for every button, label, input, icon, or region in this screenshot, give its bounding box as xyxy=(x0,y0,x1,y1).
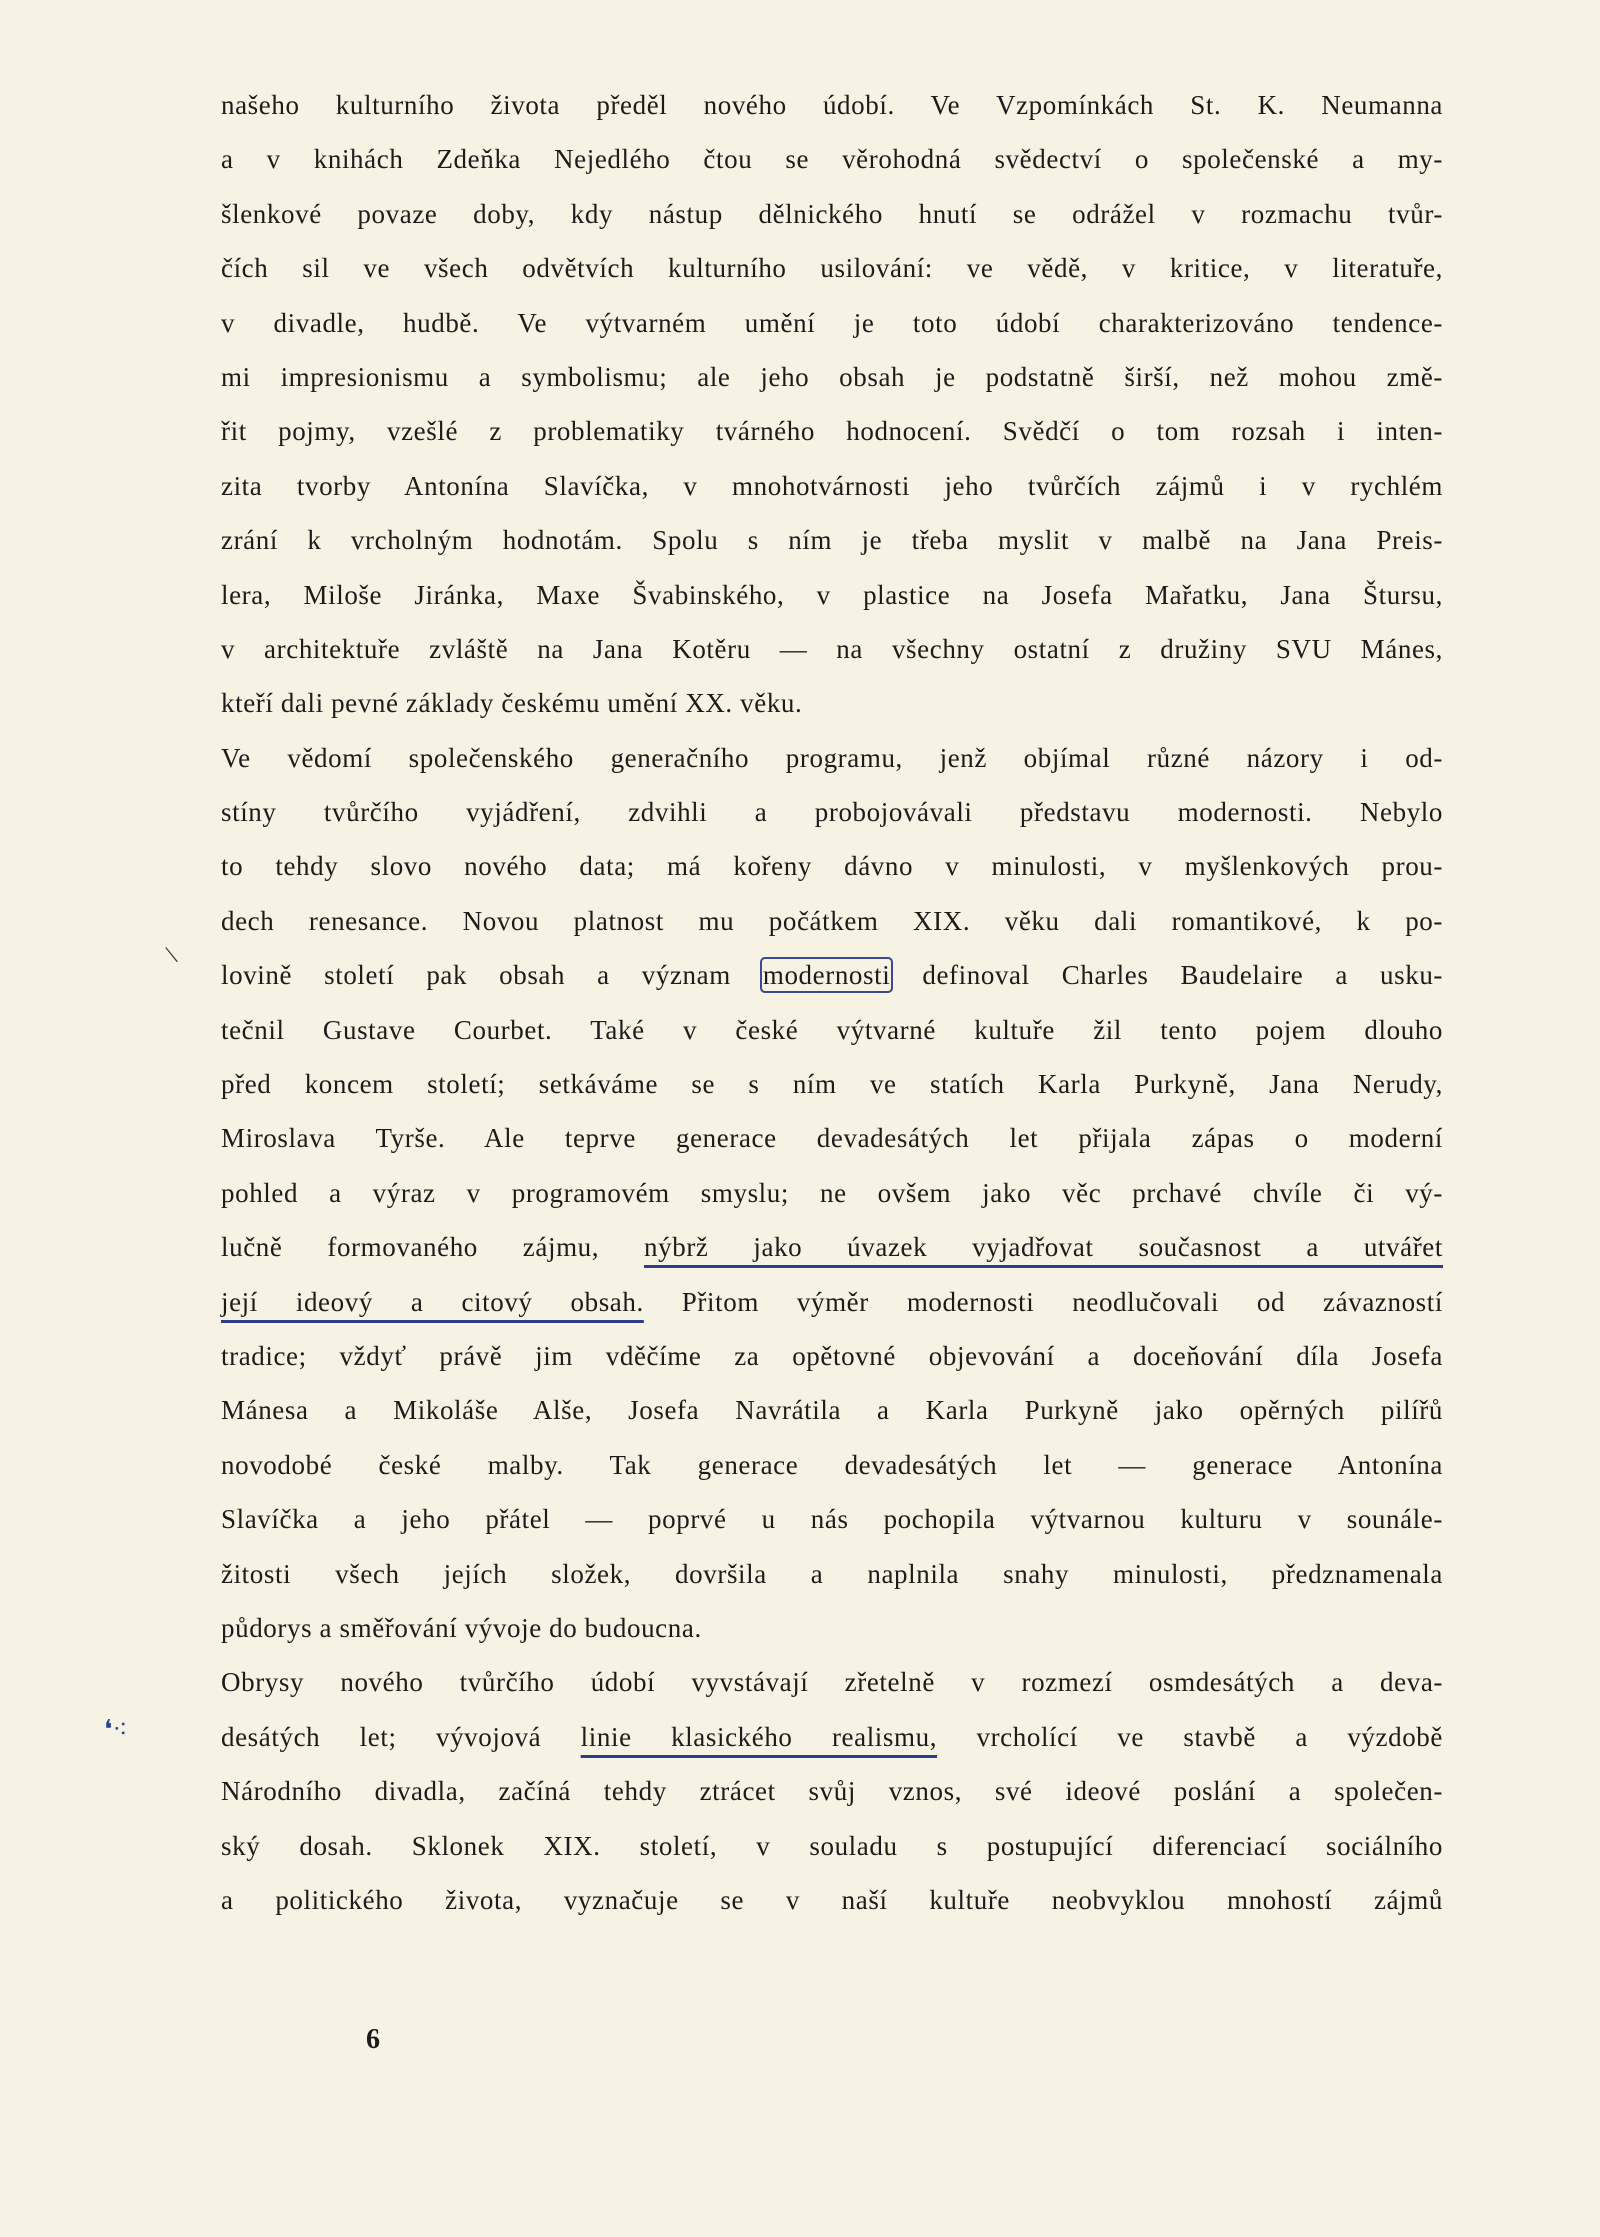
text-line xyxy=(221,1547,1443,1601)
text-line xyxy=(221,948,1443,1002)
pen-underlined-text: její ideový a citový obsah. xyxy=(221,1286,644,1317)
text-line xyxy=(221,1873,1443,1927)
text-segment: kteří dali pevné základy českému umění XX. věku. xyxy=(221,688,803,719)
text-line xyxy=(221,1764,1443,1818)
text-segment: zrání k vrcholným hodnotám. Spolu s ním je třeba myslit v malbě na Jana Preis- xyxy=(221,525,1443,556)
text-segment: Slavíčka a jeho přátel — poprvé u nás pochopila výtvarnou kulturu v sounále- xyxy=(221,1504,1443,1535)
text-line xyxy=(221,241,1443,295)
text-line xyxy=(221,676,1443,730)
text-line xyxy=(221,785,1443,839)
body-text xyxy=(221,78,1443,1927)
text-segment: Mánesa a Mikoláše Alše, Josefa Navrátila a Karla Purkyně jako opěrných pilířů xyxy=(221,1395,1443,1426)
text-segment: Obrysy nového tvůrčího údobí vyvstávají zřetelně v rozmezí osmdesátých a deva- xyxy=(221,1667,1443,1698)
text-segment: pohled a výraz v programovém smyslu; ne ovšem jako věc prchavé chvíle či vý- xyxy=(221,1177,1443,1208)
text-line xyxy=(221,1655,1443,1709)
text-segment: tradice; vždyť právě jim vděčíme za opětovné objevování a doceňování díla Josefa xyxy=(221,1340,1443,1371)
text-line xyxy=(221,1383,1443,1437)
text-segment: lera, Miloše Jiránka, Maxe Švabinského, v plastice na Josefa Mařatku, Jana Štursu, xyxy=(221,579,1443,610)
text-line xyxy=(221,1220,1443,1274)
text-segment: šlenkové povaze doby, kdy nástup dělnického hnutí se odrážel v rozmachu tvůr- xyxy=(221,198,1443,229)
text-line xyxy=(221,622,1443,676)
text-segment: mi impresionismu a symbolismu; ale jeho obsah je podstatně širší, než mohou změ- xyxy=(221,361,1443,392)
text-line xyxy=(221,1710,1443,1764)
text-line xyxy=(221,894,1443,948)
text-segment: definoval Charles Baudelaire a usku- xyxy=(890,960,1444,991)
text-segment: čích sil ve všech odvětvích kulturního usilování: ve vědě, v kritice, v literatuře, xyxy=(221,253,1443,284)
pen-underlined-text: linie klasického realismu, xyxy=(580,1721,938,1752)
text-line xyxy=(221,350,1443,404)
text-segment: řit pojmy, vzešlé z problematiky tvárného hodnocení. Svědčí o tom rozsah i inten- xyxy=(221,416,1443,447)
text-segment: Přitom výměr modernosti neodlučovali od závazností xyxy=(643,1286,1443,1317)
text-segment: našeho kulturního života předěl nového údobí. Ve Vzpomínkách St. K. Neumanna xyxy=(221,90,1443,120)
text-line xyxy=(221,1819,1443,1873)
text-segment: to tehdy slovo nového data; má kořeny dávno v minulosti, v myšlenkových prou- xyxy=(221,851,1443,882)
text-segment: Miroslava Tyrše. Ale teprve generace devadesátých let přijala zápas o moderní xyxy=(221,1123,1443,1154)
text-segment: stíny tvůrčího vyjádření, zdvihli a probojovávali představu modernosti. Nebylo xyxy=(221,797,1443,828)
text-segment: před koncem století; setkáváme se s ním ve statích Karla Purkyně, Jana Nerudy, xyxy=(221,1069,1443,1100)
text-line xyxy=(221,1275,1443,1329)
text-line xyxy=(221,1166,1443,1220)
text-line xyxy=(221,513,1443,567)
text-segment: v architektuře zvláště na Jana Kotěru — na všechny ostatní z družiny SVU Mánes, xyxy=(221,633,1443,664)
text-segment: zita tvorby Antonína Slavíčka, v mnohotvárnosti jeho tvůrčích zájmů i v rychlém xyxy=(221,470,1443,501)
text-line xyxy=(221,132,1443,186)
text-segment: lovině století pak obsah a význam xyxy=(221,960,763,991)
margin-pen-mark: ❛⁖ xyxy=(104,1715,128,1744)
text-segment: ský dosah. Sklonek XIX. století, v souladu s postupující diferenciací sociálního xyxy=(221,1830,1443,1861)
text-line xyxy=(221,568,1443,622)
text-line xyxy=(221,1601,1443,1655)
text-segment: Ve vědomí společenského generačního programu, jenž objímal různé názory i od- xyxy=(221,742,1443,773)
text-segment: tečnil Gustave Courbet. Také v české výtvarné kultuře žil tento pojem dlouho xyxy=(221,1014,1443,1045)
text-segment: lučně formovaného zájmu, xyxy=(221,1232,645,1263)
text-segment: desátých let; vývojová xyxy=(221,1721,581,1752)
text-segment: a politického života, vyznačuje se v naší kultuře neobvyklou mnohostí zájmů xyxy=(221,1884,1443,1915)
text-line xyxy=(221,839,1443,893)
text-segment: vrcholící ve stavbě a výzdobě xyxy=(937,1721,1443,1752)
text-line xyxy=(221,1492,1443,1546)
text-segment: žitosti všech jejích složek, dovršila a naplnila snahy minulosti, předznamenala xyxy=(221,1558,1443,1589)
text-segment: Národního divadla, začíná tehdy ztrácet svůj vznos, své ideové poslání a společen- xyxy=(221,1776,1443,1807)
text-segment: a v knihách Zdeňka Nejedlého čtou se věrohodná svědectví o společenské a my- xyxy=(221,144,1443,175)
page-number: 6 xyxy=(366,2024,380,2055)
text-line xyxy=(221,1438,1443,1492)
text-line xyxy=(221,1057,1443,1111)
text-line xyxy=(221,296,1443,350)
text-line xyxy=(221,731,1443,785)
text-line xyxy=(221,459,1443,513)
text-line xyxy=(221,187,1443,241)
text-line xyxy=(221,404,1443,458)
pen-underlined-text: nýbrž jako úvazek vyjadřovat současnost a utvářet xyxy=(644,1232,1443,1263)
pen-boxed-word: modernosti xyxy=(762,960,891,991)
text-segment: dech renesance. Novou platnost mu počátkem XIX. věku dali romantikové, k po- xyxy=(221,905,1443,936)
text-segment: v divadle, hudbě. Ve výtvarném umění je toto údobí charakterizováno tendence- xyxy=(221,307,1443,338)
text-segment: půdorys a směřování vývoje do budoucna. xyxy=(221,1612,702,1643)
text-segment: novodobé české malby. Tak generace devadesátých let — generace Antonína xyxy=(221,1449,1443,1480)
text-line xyxy=(221,1329,1443,1383)
margin-pen-mark: \ xyxy=(163,939,180,970)
text-line xyxy=(221,1003,1443,1057)
text-line xyxy=(221,78,1443,132)
text-line xyxy=(221,1111,1443,1165)
